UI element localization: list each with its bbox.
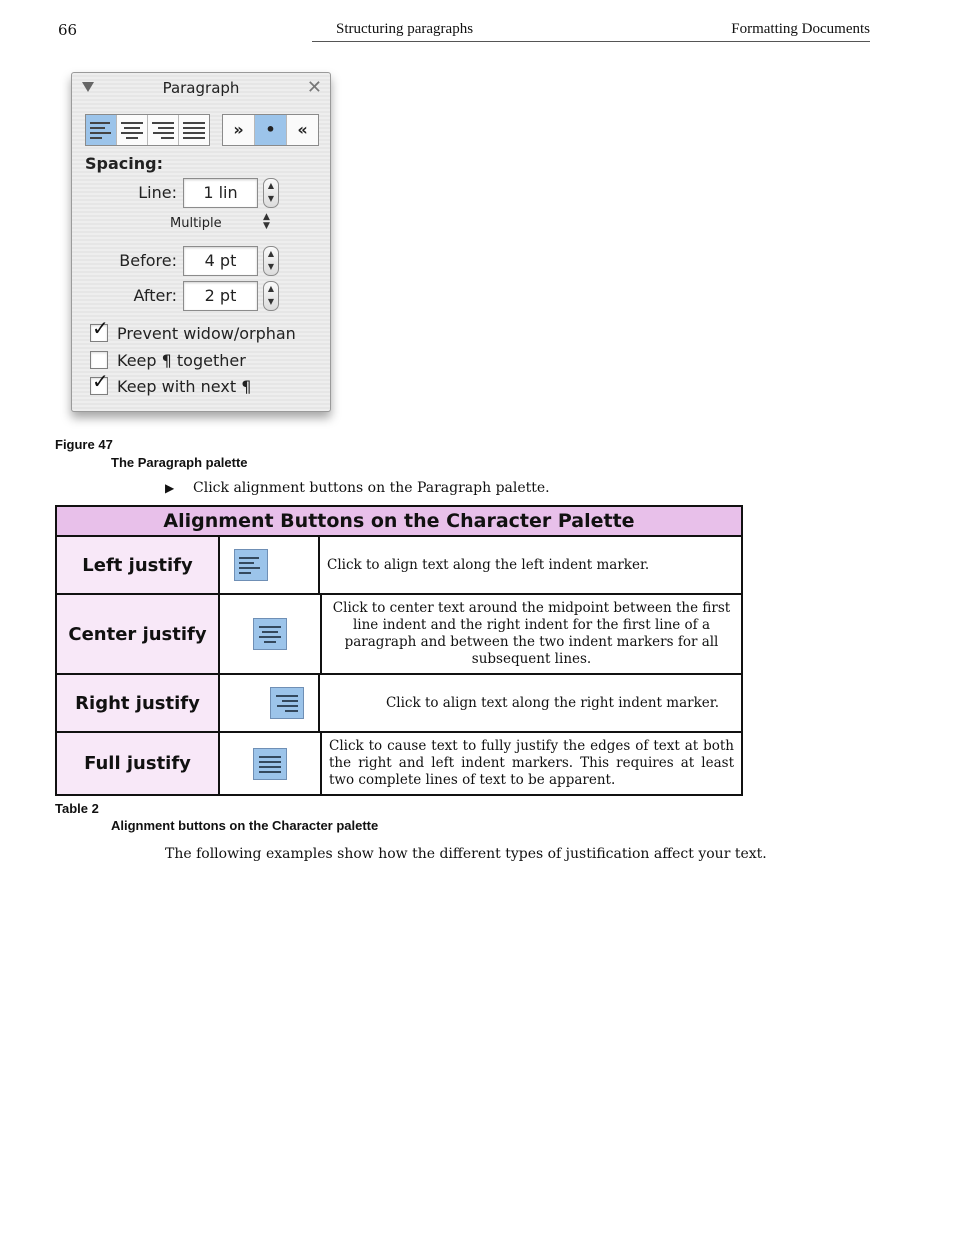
checkbox-label: Keep with next ¶ (117, 376, 252, 396)
keep-together-checkbox-row[interactable] (90, 349, 246, 371)
align-full-icon (253, 748, 287, 780)
checkbox-label: Keep ¶ together (117, 350, 246, 370)
alignment-table (55, 505, 743, 796)
table-row (57, 537, 741, 595)
align-center-icon (253, 618, 287, 650)
table-number: Table 2 (55, 801, 99, 816)
after-spacing-stepper[interactable]: ▲ ▼ (263, 281, 279, 311)
header-rule (312, 41, 870, 42)
row-name: Left justify (57, 537, 220, 593)
after-spacing-field[interactable]: 2 pt (183, 281, 258, 311)
table-row (57, 595, 741, 675)
row-description: Click to center text around the midpoint between the first line indent and the right indent for the first line of a paragraph and between the two indent markers for all subsequent lines. (332, 600, 731, 667)
indent-button-group (222, 114, 319, 146)
prevent-widow-checkbox[interactable]: ✓ (92, 316, 109, 340)
alignment-button-group (85, 114, 210, 146)
before-spacing-field[interactable]: 4 pt (183, 246, 258, 276)
table-heading: Alignment Buttons on the Character Palette (57, 507, 741, 537)
align-center-button[interactable] (117, 115, 148, 145)
no-indent-button[interactable]: • (255, 115, 287, 145)
chapter-title: Formatting Documents (731, 21, 870, 37)
table-title: Alignment buttons on the Character palette (111, 818, 379, 833)
line-spacing-stepper[interactable]: ▲ ▼ (263, 178, 279, 208)
keep-together-checkbox[interactable] (90, 351, 108, 369)
row-description: Click to align text along the left indent marker. (327, 556, 650, 573)
line-mode-select[interactable]: Multiple (170, 216, 222, 231)
select-arrows-icon[interactable]: ▲ ▼ (263, 212, 270, 231)
spacing-heading: Spacing: (85, 154, 163, 173)
row-description: Click to cause text to fully justify the edges of text at both the right and left indent markers. This requires at least two complete lines of text to be apparent. (329, 738, 734, 788)
align-left-button[interactable] (86, 115, 117, 145)
bullet-arrow-icon: ▶ (165, 481, 175, 495)
align-full-button[interactable] (179, 115, 209, 145)
row-name: Right justify (57, 675, 220, 731)
figure-number: Figure 47 (55, 437, 113, 452)
section-title: Structuring paragraphs (336, 21, 474, 37)
row-name: Center justify (57, 595, 220, 673)
table-row (57, 675, 741, 733)
close-icon[interactable]: ✕ (306, 77, 322, 98)
before-label: Before: (119, 251, 177, 270)
palette-title: Paragraph (162, 79, 240, 97)
align-right-icon (270, 687, 304, 719)
after-label: After: (133, 286, 177, 305)
bullet-text: Click alignment buttons on the Paragraph palette. (193, 480, 550, 496)
increase-indent-button[interactable]: » (223, 115, 255, 145)
before-spacing-stepper[interactable]: ▲ ▼ (263, 246, 279, 276)
table-row (57, 733, 741, 794)
align-left-icon (234, 549, 268, 581)
keep-with-next-checkbox[interactable]: ✓ (92, 369, 109, 393)
paragraph-palette (71, 72, 331, 412)
prevent-widow-checkbox-row[interactable] (90, 316, 296, 344)
line-spacing-field[interactable]: 1 lin (183, 178, 258, 208)
align-right-button[interactable] (148, 115, 179, 145)
line-label: Line: (138, 183, 177, 202)
keep-with-next-checkbox-row[interactable] (90, 369, 252, 397)
checkbox-label: Prevent widow/orphan (117, 323, 296, 343)
decrease-indent-button[interactable]: « (297, 120, 308, 139)
figure-title: The Paragraph palette (111, 455, 248, 470)
page-number: 66 (58, 21, 78, 39)
row-description: Click to align text along the right indent marker. (385, 694, 719, 711)
row-name: Full justify (57, 733, 220, 794)
body-paragraph: The following examples show how the different types of justification affect your text. (165, 846, 767, 862)
